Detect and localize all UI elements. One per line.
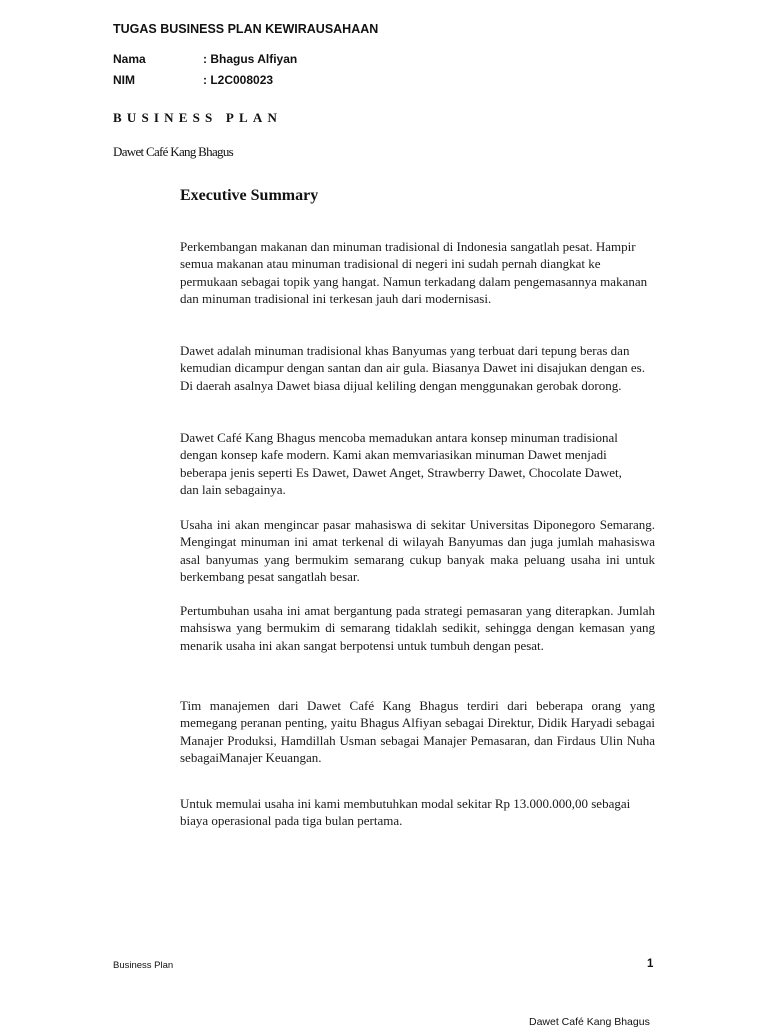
nim-label: NIM xyxy=(113,73,135,87)
section-title: Executive Summary xyxy=(180,187,319,204)
paragraph-market: Usaha ini akan mengincar pasar mahasiswa di sekitar Universitas Diponegoro Semarang. Mengingat minuman ini amat terkenal di wilayah Banyumas dan juga jumlah mahasiswa asal banyumas yang bermukim semarang cukup banyak maka peluang usaha ini untuk berkembang pesat sangatlah besar. xyxy=(180,517,655,585)
paragraph-management: Tim manajemen dari Dawet Café Kang Bhagus terdiri dari beberapa orang yang memegang peranan penting, yaitu Bhagus Alfiyan sebagai Direktur, Didik Haryadi sebagai Manajer Produksi, Hamdillah Usman sebagai Manajer Pemasaran, dan Firdaus Ulin Nuha sebagaiManajer Keuangan. xyxy=(180,698,655,766)
paragraph-capital: Untuk memulai usaha ini kami membutuhkan modal sekitar Rp 13.000.000,00 sebagai biaya operasional pada tiga bulan pertama. xyxy=(180,796,631,829)
paragraph-growth: Pertumbuhan usaha ini amat bergantung pada strategi pemasaran yang diterapkan. Jumlah mahsiswa yang bermukim di semarang tidaklah sedikit, sehingga dengan kemasan yang menarik usaha ini akan sangat berpotensi untuk tumbuh dengan pesat. xyxy=(180,603,655,653)
footer-label: Business Plan xyxy=(113,960,174,971)
assignment-title: TUGAS BUSINESS PLAN KEWIRAUSAHAAN xyxy=(113,22,379,36)
business-plan-heading: BUSINESS PLAN xyxy=(113,110,283,125)
business-name: Dawet Café Kang Bhagus xyxy=(113,144,233,159)
page-number: 1 xyxy=(647,958,654,970)
paragraph-concept: Dawet Café Kang Bhagus mencoba memadukan antara konsep minuman tradisional dengan konsep kafe modern. Kami akan memvariasikan minuman Dawet menjadi beberapa jenis seperti Es Dawet, Dawet Anget, Strawberry Dawet, Chocolate Dawet, dan lain sebagainya. xyxy=(180,430,622,498)
name-value: : Bhagus Alfiyan xyxy=(203,52,298,66)
running-title: Dawet Café Kang Bhagus xyxy=(529,1016,650,1028)
nim-value: : L2C008023 xyxy=(203,73,274,87)
paragraph-dawet: Dawet adalah minuman tradisional khas Banyumas yang terbuat dari tepung beras dan kemudian dicampur dengan santan dan air gula. Biasanya Dawet ini disajukan dengan es. Di daerah asalnya Dawet biasa dijual keliling dengan menggunakan gerobak dorong. xyxy=(180,343,645,393)
name-label: Nama xyxy=(113,52,146,66)
paragraph-intro: Perkembangan makanan dan minuman tradisional di Indonesia sangatlah pesat. Hampir semua makanan atau minuman tradisional di negeri ini sudah pernah diangkat ke permukaan sebagai topik yang hangat. Namun terkadang dalam pengemasannya makanan dan minuman tradisional ini terkesan jauh dari modernisasi. xyxy=(180,239,648,307)
